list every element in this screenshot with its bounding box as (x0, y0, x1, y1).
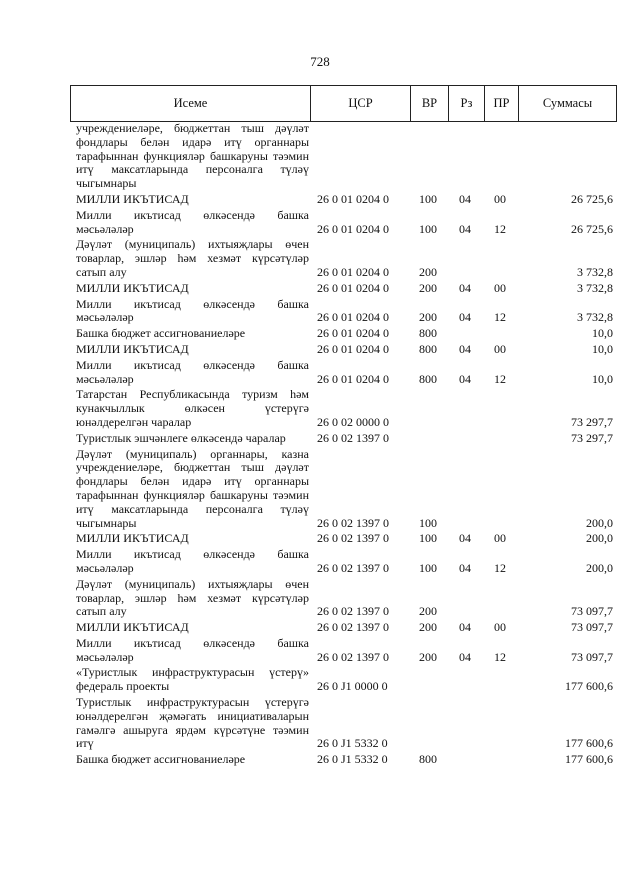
header-sum: Суммасы (542, 96, 593, 110)
pr-cell: 00 (494, 280, 506, 295)
vr-cell: 200 (419, 280, 437, 295)
csr-cell: 26 0 01 0204 0 (317, 310, 389, 325)
pr-cell: 00 (494, 191, 506, 206)
table-row (70, 637, 617, 665)
sum-cell: 200,0 (586, 531, 613, 546)
name-cell: «Туристлык инфраструктурасын үстерү» федераль проекты (76, 665, 309, 694)
budget-table (70, 85, 617, 767)
rz-cell: 04 (459, 649, 471, 664)
vr-cell: 200 (419, 264, 437, 279)
pr-cell: 00 (494, 341, 506, 356)
rz-cell: 04 (459, 620, 471, 635)
name-cell: Дәүләт (муниципаль) ихтыяҗлары өчен товарлар, эшләр һәм хезмәт күрсәтүләр сатып алу (76, 237, 309, 279)
name-cell: Туристлык эшчәнлеге өлкәсендә чаралар (76, 430, 286, 445)
vr-cell: 200 (419, 310, 437, 325)
sum-cell: 177 600,6 (565, 752, 613, 767)
name-cell: МИЛЛИ ИКЪТИСАД (76, 531, 189, 546)
pr-cell: 12 (494, 371, 506, 386)
vr-cell: 100 (419, 221, 437, 236)
table-row (70, 343, 617, 357)
sum-cell: 3 732,8 (577, 310, 613, 325)
csr-cell: 26 0 02 1397 0 (317, 560, 389, 575)
csr-cell: 26 0 02 1397 0 (317, 430, 389, 445)
sum-cell: 3 732,8 (577, 264, 613, 279)
rz-cell: 04 (459, 371, 471, 386)
header-csr: ЦСР (348, 96, 373, 110)
vr-cell: 200 (419, 649, 437, 664)
rz-cell: 04 (459, 191, 471, 206)
table-row (70, 578, 617, 619)
vr-cell: 100 (419, 515, 437, 530)
csr-cell: 26 0 02 1397 0 (317, 620, 389, 635)
name-cell: Башка бюджет ассигнованиеләре (76, 326, 246, 341)
vr-cell: 800 (419, 326, 437, 341)
table-row (70, 666, 617, 694)
vr-cell: 100 (419, 531, 437, 546)
csr-cell: 26 0 02 1397 0 (317, 604, 389, 619)
csr-cell: 26 0 J1 5332 0 (317, 752, 388, 767)
name-cell: МИЛЛИ ИКЪТИСАД (76, 191, 189, 206)
csr-cell: 26 0 01 0204 0 (317, 341, 389, 356)
table-row (70, 209, 617, 237)
csr-cell: 26 0 02 1397 0 (317, 531, 389, 546)
table-row (70, 388, 617, 429)
vr-cell: 800 (419, 371, 437, 386)
table-row (70, 282, 617, 296)
pr-cell: 12 (494, 310, 506, 325)
name-cell: Дәүләт (муниципаль) ихтыяҗлары өчен товарлар, эшләр һәм хезмәт күрсәтүләр сатып алу (76, 576, 309, 619)
csr-cell: 26 0 J1 0000 0 (317, 679, 388, 694)
table-row (70, 238, 617, 279)
header-vr: ВР (421, 96, 438, 110)
rz-cell: 04 (459, 280, 471, 295)
table-row (70, 359, 617, 387)
name-cell: МИЛЛИ ИКЪТИСАД (76, 341, 189, 356)
vr-cell: 800 (419, 341, 437, 356)
header-rz: Рз (460, 96, 473, 110)
sum-cell: 200,0 (586, 515, 613, 530)
table-row (70, 122, 617, 191)
name-cell: Милли икътисад өлкәсендә башка мәсьәләләр (76, 635, 309, 664)
vr-cell: 200 (419, 620, 437, 635)
sum-cell: 26 725,6 (571, 191, 613, 206)
name-cell: Туристлык инфраструктурасын үстерүгә юнәлдерелгән җәмәгать инициативаларын гамәлгә ашыруга ярдәм күрсәтүне тәэмин итү (76, 695, 309, 751)
sum-cell: 73 297,7 (571, 430, 613, 445)
table-body (70, 122, 617, 767)
csr-cell: 26 0 01 0204 0 (317, 280, 389, 295)
vr-cell: 200 (419, 604, 437, 619)
rz-cell: 04 (459, 341, 471, 356)
sum-cell: 3 732,8 (577, 280, 613, 295)
name-cell: Милли икътисад өлкәсендә башка мәсьәләләр (76, 296, 309, 325)
name-cell: Милли икътисад өлкәсендә башка мәсьәләләр (76, 207, 309, 236)
table-row (70, 696, 617, 751)
table-row (70, 621, 617, 635)
sum-cell: 10,0 (592, 341, 613, 356)
pr-cell: 12 (494, 221, 506, 236)
sum-cell: 73 097,7 (571, 649, 613, 664)
name-cell: Милли икътисад өлкәсендә башка мәсьәләләр (76, 547, 309, 575)
sum-cell: 177 600,6 (565, 679, 613, 694)
name-cell: Татарстан Республикасында туризм һәм кунакчыллык өлкәсен үстерүгә юнәлдерелгән чаралар (76, 387, 309, 429)
sum-cell: 73 297,7 (571, 414, 613, 429)
table-row (70, 298, 617, 326)
name-cell: Дәүләт (муниципаль) органнары, казна учреждениеләре, бюджеттан тыш дәүләт фондлары белән идарә итү органнары тарафыннан функцияләр башкаруны тәэмин итү максатларында персоналга түләү чыгымнары (76, 446, 309, 530)
csr-cell: 26 0 01 0204 0 (317, 371, 389, 386)
csr-cell: 26 0 01 0204 0 (317, 221, 389, 236)
csr-cell: 26 0 01 0204 0 (317, 326, 389, 341)
pr-cell: 12 (494, 649, 506, 664)
header-name: Исеме (173, 96, 208, 110)
csr-cell: 26 0 02 1397 0 (317, 515, 389, 530)
rz-cell: 04 (459, 560, 471, 575)
sum-cell: 10,0 (592, 326, 613, 341)
name-cell: учреждениеләре, бюджеттан тыш дәүләт фондлары белән идарә итү органнары тарафыннан функцияләр башкаруны тәэмин итү максатларында персоналга түләү чыгымнары (76, 121, 309, 191)
vr-cell: 100 (419, 191, 437, 206)
table-row (70, 327, 617, 341)
table-row (70, 548, 617, 576)
rz-cell: 04 (459, 531, 471, 546)
rz-cell: 04 (459, 310, 471, 325)
pr-cell: 12 (494, 560, 506, 575)
csr-cell: 26 0 01 0204 0 (317, 191, 389, 206)
name-cell: Башка бюджет ассигнованиеләре (76, 752, 246, 767)
sum-cell: 26 725,6 (571, 221, 613, 236)
vr-cell: 800 (419, 752, 437, 767)
table-row (70, 753, 617, 767)
header-pr: ПР (493, 96, 510, 110)
vr-cell: 100 (419, 560, 437, 575)
name-cell: МИЛЛИ ИКЪТИСАД (76, 280, 189, 295)
sum-cell: 200,0 (586, 560, 613, 575)
table-header (70, 85, 617, 122)
csr-cell: 26 0 J1 5332 0 (317, 736, 388, 751)
table-row (70, 432, 617, 446)
sum-cell: 10,0 (592, 371, 613, 386)
sum-cell: 73 097,7 (571, 620, 613, 635)
sum-cell: 73 097,7 (571, 604, 613, 619)
name-cell: МИЛЛИ ИКЪТИСАД (76, 620, 189, 635)
pr-cell: 00 (494, 620, 506, 635)
csr-cell: 26 0 02 0000 0 (317, 414, 389, 429)
page-number: 728 (310, 54, 330, 69)
table-row (70, 532, 617, 546)
table-row (70, 193, 617, 207)
sum-cell: 177 600,6 (565, 736, 613, 751)
rz-cell: 04 (459, 221, 471, 236)
name-cell: Милли икътисад өлкәсендә башка мәсьәләләр (76, 357, 309, 386)
table-row (70, 448, 617, 531)
pr-cell: 00 (494, 531, 506, 546)
csr-cell: 26 0 01 0204 0 (317, 264, 389, 279)
csr-cell: 26 0 02 1397 0 (317, 649, 389, 664)
